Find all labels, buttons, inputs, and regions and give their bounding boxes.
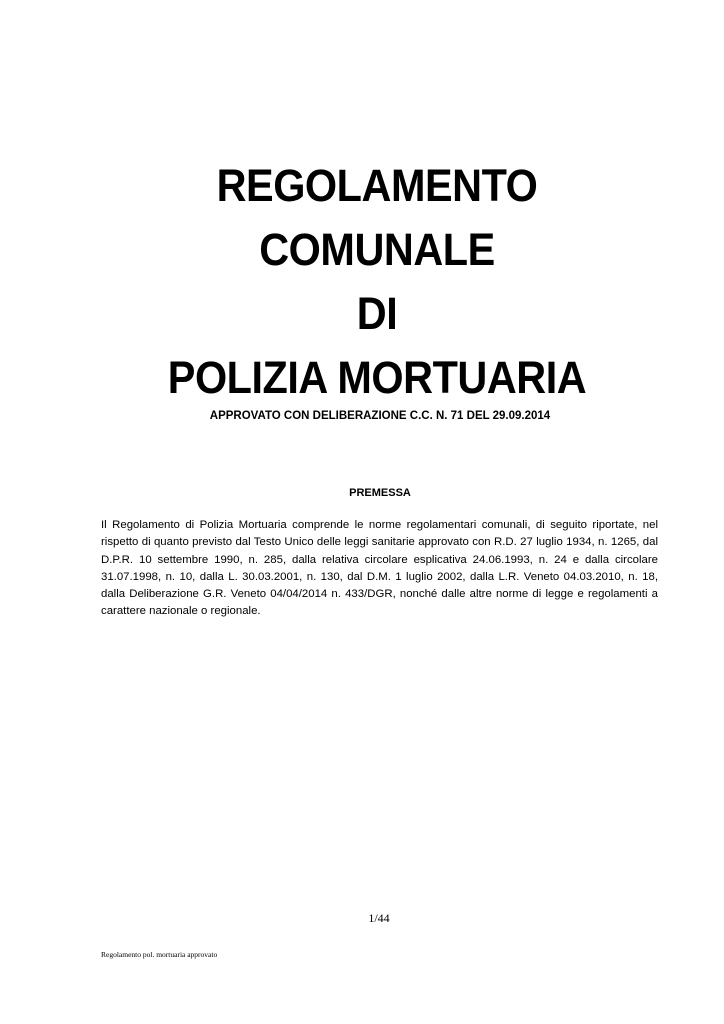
title-line-4: POLIZIA MORTUARIA bbox=[167, 352, 587, 403]
title-line-1: REGOLAMENTO bbox=[216, 160, 538, 211]
footer-note: Regolamento pol. mortuaria approvato bbox=[101, 950, 218, 959]
premessa-paragraph: Il Regolamento di Polizia Mortuaria comprende le norme regolamentari comunali, di seguito riportate, nel rispetto di quanto previsto dal Testo Unico delle leggi sanitarie approvato con R.D. 27 luglio 1934, n. 1265, dal D.P.R. 10 settembre 1990, n. 285, dalla relativa circolare esplicativa 24.06.1993, n. 24 e dalla circolare 31.07.1998, n. 10, dalla L. 30.03.2001, n. 130, dal D.M. 1 luglio 2002, dalla L.R. Veneto 04.03.2010, n. 18, dalla Deliberazione G.R. Veneto 04/04/2014 n. 433/DGR, nonché dalle altre norme di legge e regolamenti a carattere nazionale o regionale. bbox=[101, 519, 658, 618]
document-title bbox=[0, 154, 724, 410]
premessa-heading: PREMESSA bbox=[349, 487, 411, 499]
title-line-3: DI bbox=[356, 288, 398, 339]
page-number: 1/44 bbox=[368, 911, 390, 925]
approval-statement: APPROVATO CON DELIBERAZIONE C.C. N. 71 DEL 29.09.2014 bbox=[209, 410, 551, 422]
title-line-2: COMUNALE bbox=[259, 224, 495, 275]
